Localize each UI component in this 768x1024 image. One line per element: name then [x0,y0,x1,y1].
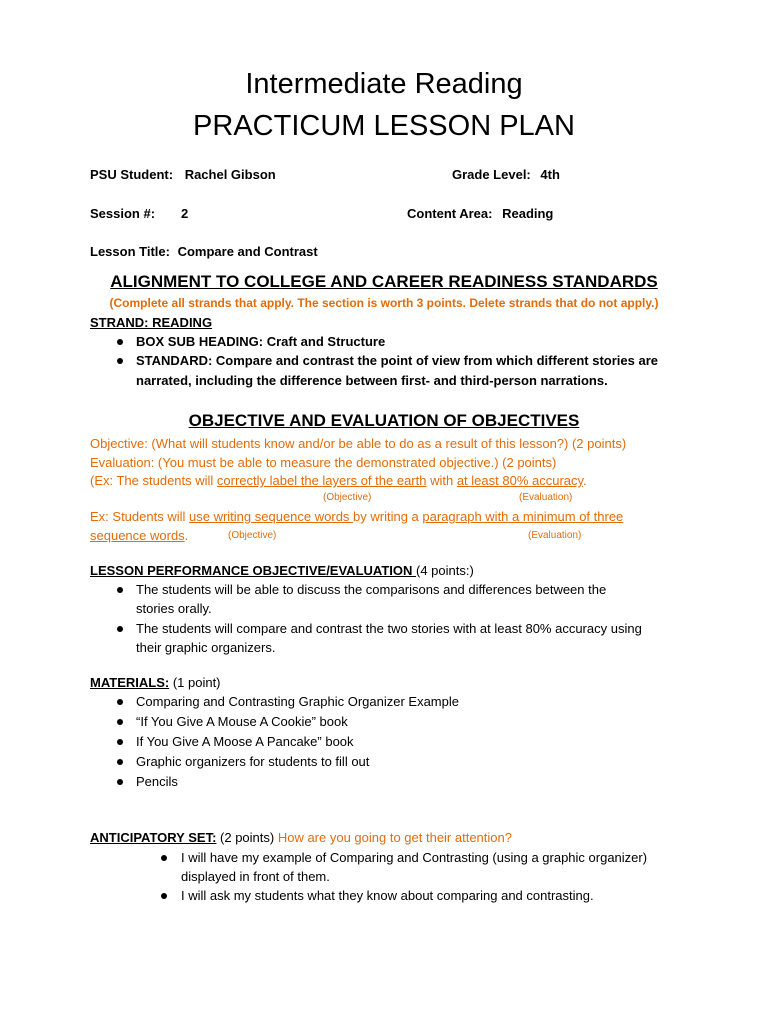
materials-item-5: Pencils [136,774,178,789]
content-area-value: Reading [502,206,554,221]
bullet-dot [117,699,123,705]
anticipatory-heading-row [90,830,512,845]
lesson-title-value: Compare and Contrast [177,244,318,259]
bullet-dot [117,779,123,785]
bullet-dot [117,719,123,725]
title-line-1: Intermediate Reading [245,68,523,100]
materials-heading: MATERIALS: [90,675,170,690]
anticipatory-bullet-1-line-2: displayed in front of them. [181,869,330,884]
alignment-note: (Complete all strands that apply. The section is worth 3 points. Delete strands that do not apply.) [109,296,659,310]
alignment-bullet-2-line-1: STANDARD: Compare and contrast the point of view from which different stories are [136,353,658,368]
psu-student-row [90,167,276,182]
anticipatory-prompt: How are you going to get their attention? [277,830,512,845]
grade-level-row [452,167,560,182]
alignment-bullet-2-line-2: narrated, including the difference between first- and third-person narrations. [136,373,608,388]
example-2-evaluation: paragraph with a minimum of three [422,509,624,524]
content-area-row [407,206,553,221]
example-2-objective: use writing sequence words [189,509,354,524]
performance-heading: LESSON PERFORMANCE OBJECTIVE/EVALUATION [90,563,416,578]
anticipatory-bullet-2: I will ask my students what they know about comparing and contrasting. [181,888,594,903]
example-2-line-2 [90,528,188,543]
session-value: 2 [181,206,189,221]
objective-heading: OBJECTIVE AND EVALUATION OF OBJECTIVES [188,411,580,430]
materials-item-1: Comparing and Contrasting Graphic Organizer Example [136,694,459,709]
grade-level-value: 4th [540,167,560,182]
example-1-objective: correctly label the layers of the earth [216,473,427,488]
alignment-heading: ALIGNMENT TO COLLEGE AND CAREER READINESS STANDARDS [110,272,658,291]
example-1-objective-label: (Objective) [323,492,372,503]
anticipatory-heading: ANTICIPATORY SET: [90,830,217,845]
bullet-dot [117,587,123,593]
title-line-2: PRACTICUM LESSON PLAN [193,110,575,142]
bullet-dot [117,339,123,345]
materials-item-2: “If You Give A Mouse A Cookie” book [136,714,348,729]
example-2-evaluation-label: (Evaluation) [528,530,582,541]
content-area-label: Content Area: [407,206,493,221]
performance-bullet-2-line-2: their graphic organizers. [136,640,276,655]
example-2-objective-label: (Objective) [228,530,277,541]
example-1 [90,473,587,488]
psu-student-label: PSU Student: [90,167,174,182]
strand-label: STRAND: READING [90,315,213,330]
bullet-dot [161,855,167,861]
bullet-dot [161,893,167,899]
performance-bullet-1-line-1: The students will be able to discuss the comparisons and differences between the [136,582,607,597]
materials-points: (1 point) [169,675,221,690]
materials-item-3: If You Give A Moose A Pancake” book [136,734,354,749]
example-2-line-1 [90,509,623,524]
objective-line: Objective: (What will students know and/or be able to do as a result of this lesson?) (2 points) [90,436,627,451]
performance-points: (4 points:) [416,563,474,578]
performance-heading-row [90,563,474,578]
performance-bullet-2-line-1: The students will compare and contrast the two stories with at least 80% accuracy using [136,621,642,636]
anticipatory-bullet-1-line-1: I will have my example of Comparing and Contrasting (using a graphic organizer) [181,850,648,865]
alignment-bullet-1: BOX SUB HEADING: Craft and Structure [136,334,386,349]
example-1-end: . [583,473,587,488]
bullet-dot [117,358,123,364]
example-2-end: . [184,528,189,543]
bullet-dot [117,739,123,745]
example-2-part-c: by writing a [353,509,423,524]
lesson-title-label: Lesson Title: [90,244,170,259]
evaluation-line: Evaluation: (You must be able to measure the demonstrated objective.) (2 points) [90,455,557,470]
example-1-part-a: (Ex: The students will [90,473,217,488]
bullet-dot [117,626,123,632]
materials-item-4: Graphic organizers for students to fill out [136,754,370,769]
session-label: Session #: [90,206,156,221]
anticipatory-points: (2 points) [216,830,278,845]
lesson-title-row [90,244,318,259]
example-2-part-a: Ex: Students will [90,509,189,524]
grade-level-label: Grade Level: [452,167,531,182]
performance-bullet-1-line-2: stories orally. [136,601,212,616]
psu-student-value: Rachel Gibson [184,167,276,182]
example-1-evaluation-label: (Evaluation) [519,492,573,503]
example-1-part-c: with [426,473,457,488]
materials-heading-row [90,675,221,690]
example-2-evaluation-cont: sequence words [90,528,185,543]
bullet-dot [117,759,123,765]
example-1-evaluation: at least 80% accuracy [456,473,584,488]
